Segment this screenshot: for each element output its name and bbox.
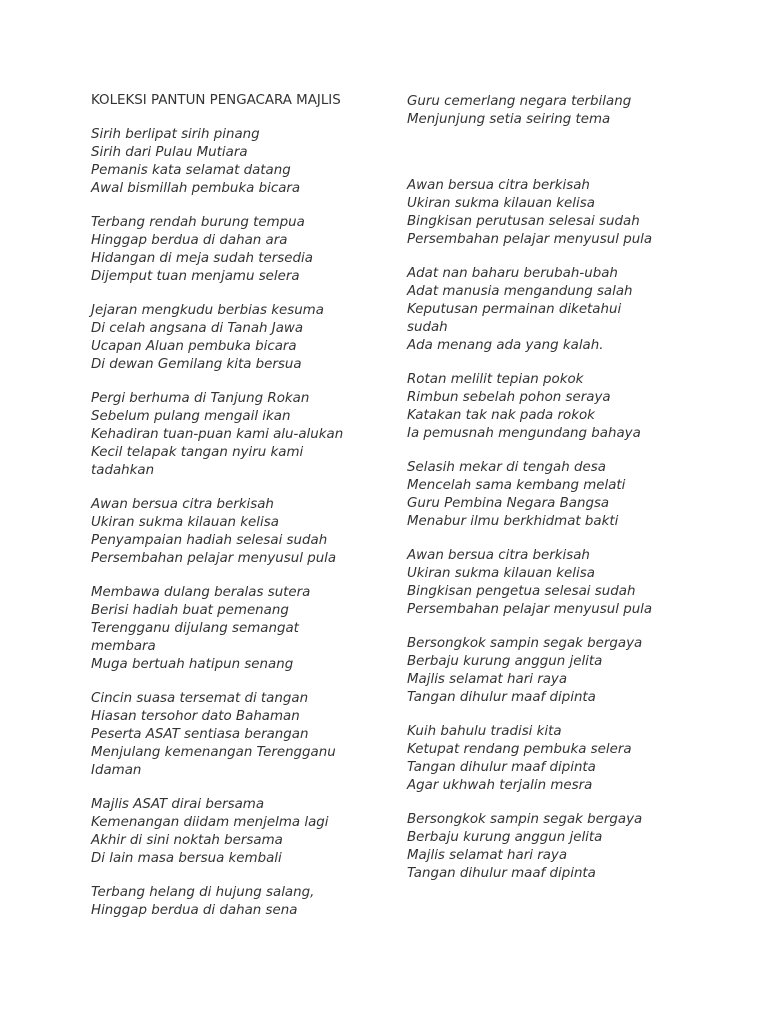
pantun-line: Penyampaian hadiah selesai sudah xyxy=(91,533,328,548)
pantun-line: Kuih bahulu tradisi kita xyxy=(407,724,562,739)
pantun-line: Bingkisan perutusan selesai sudah xyxy=(407,214,640,229)
pantun-line: Rotan melilit tepian pokok xyxy=(407,372,584,387)
pantun-line: Terbang helang di hujung salang, xyxy=(91,885,315,900)
pantun-line: Guru cemerlang negara terbilang xyxy=(407,94,632,109)
pantun-line: Ukiran sukma kilauan kelisa xyxy=(91,515,279,530)
pantun-line: Akhir di sini noktah bersama xyxy=(91,833,283,848)
pantun-line: Majlis ASAT dirai bersama xyxy=(91,797,265,812)
pantun-line: Guru Pembina Negara Bangsa xyxy=(407,496,610,511)
pantun-line: Menjulang kemenangan Terengganu xyxy=(91,745,336,760)
pantun-line: Dijemput tuan menjamu selera xyxy=(91,269,300,284)
pantun-line: Awan bersua citra berkisah xyxy=(407,548,590,563)
pantun-line: Menabur ilmu berkhidmat bakti xyxy=(407,514,619,529)
pantun-line: Pergi berhuma di Tanjung Rokan xyxy=(91,391,310,406)
pantun-line: Hiasan tersohor dato Bahaman xyxy=(91,709,300,724)
pantun-line: Berbaju kurung anggun jelita xyxy=(407,830,603,845)
pantun-line: Membawa dulang beralas sutera xyxy=(91,585,311,600)
pantun-stanza xyxy=(407,177,697,249)
pantun-line: Persembahan pelajar menyusul pula xyxy=(407,602,653,617)
pantun-line: Ketupat rendang pembuka selera xyxy=(407,742,632,757)
pantun-line: Tangan dihulur maaf dipinta xyxy=(407,690,596,705)
pantun-line: tadahkan xyxy=(91,463,155,478)
pantun-line: Di celah angsana di Tanah Jawa xyxy=(91,321,304,336)
pantun-stanza xyxy=(407,723,697,795)
pantun-line: Bersongkok sampin segak bergaya xyxy=(407,812,643,827)
pantun-line: Kecil telapak tangan nyiru kami xyxy=(91,445,304,460)
pantun-stanza xyxy=(91,496,381,568)
pantun-line: Berbaju kurung anggun jelita xyxy=(407,654,603,669)
pantun-line: Sirih dari Pulau Mutiara xyxy=(91,145,248,160)
pantun-stanza xyxy=(91,390,381,480)
pantun-line: Agar ukhwah terjalin mesra xyxy=(407,778,593,793)
pantun-stanza xyxy=(91,126,381,198)
pantun-line: Hidangan di meja sudah tersedia xyxy=(91,251,313,266)
pantun-line: Jejaran mengkudu berbias kesuma xyxy=(91,303,324,318)
pantun-line: Rimbun sebelah pohon seraya xyxy=(407,390,611,405)
pantun-stanza xyxy=(407,265,697,355)
pantun-line: Awan bersua citra berkisah xyxy=(407,178,590,193)
pantun-line: Ia pemusnah mengundang bahaya xyxy=(407,426,641,441)
pantun-line: Adat manusia mengandung salah xyxy=(407,284,633,299)
pantun-stanza xyxy=(407,93,697,129)
pantun-stanza xyxy=(407,459,697,531)
pantun-stanza xyxy=(407,811,697,883)
pantun-line: Keputusan permainan diketahui xyxy=(407,302,622,317)
document-title: KOLEKSI PANTUN PENGACARA MAJLIS xyxy=(91,93,341,108)
pantun-line: Ada menang ada yang kalah. xyxy=(407,338,604,353)
pantun-line: Awan bersua citra berkisah xyxy=(91,497,274,512)
pantun-line: Hinggap berdua di dahan ara xyxy=(91,233,288,248)
pantun-line: Menjunjung setia seiring tema xyxy=(407,112,611,127)
pantun-line: membara xyxy=(91,639,156,654)
pantun-stanza xyxy=(91,690,381,780)
pantun-line: Persembahan pelajar menyusul pula xyxy=(91,551,337,566)
pantun-line: Tangan dihulur maaf dipinta xyxy=(407,760,596,775)
pantun-line: Majlis selamat hari raya xyxy=(407,848,568,863)
pantun-line: Ukiran sukma kilauan kelisa xyxy=(407,196,595,211)
pantun-line: Adat nan baharu berubah-ubah xyxy=(407,266,618,281)
pantun-line: Majlis selamat hari raya xyxy=(407,672,568,687)
pantun-line: Awal bismillah pembuka bicara xyxy=(91,181,301,196)
pantun-line: Katakan tak nak pada rokok xyxy=(407,408,595,423)
pantun-line: Berisi hadiah buat pemenang xyxy=(91,603,289,618)
pantun-line: Peserta ASAT sentiasa berangan xyxy=(91,727,309,742)
pantun-line: Idaman xyxy=(91,763,142,778)
pantun-line: Kehadiran tuan-puan kami alu-alukan xyxy=(91,427,344,442)
pantun-line: Tangan dihulur maaf dipinta xyxy=(407,866,596,881)
pantun-stanza xyxy=(91,796,381,868)
pantun-stanza xyxy=(91,584,381,674)
pantun-line: Hinggap berdua di dahan sena xyxy=(91,903,298,918)
pantun-stanza xyxy=(407,635,697,707)
right-column xyxy=(407,93,697,899)
pantun-line: Bingkisan pengetua selesai sudah xyxy=(407,584,636,599)
pantun-line: Persembahan pelajar menyusul pula xyxy=(407,232,653,247)
left-column xyxy=(91,92,381,936)
pantun-line: Bersongkok sampin segak bergaya xyxy=(407,636,643,651)
pantun-line: Sirih berlipat sirih pinang xyxy=(91,127,260,142)
pantun-stanza xyxy=(91,302,381,374)
pantun-line: Ucapan Aluan pembuka bicara xyxy=(91,339,297,354)
pantun-stanza xyxy=(91,214,381,286)
pantun-stanza xyxy=(407,371,697,443)
pantun-line: Terengganu dijulang semangat xyxy=(91,621,299,636)
pantun-line: Selasih mekar di tengah desa xyxy=(407,460,606,475)
pantun-line: Cincin suasa tersemat di tangan xyxy=(91,691,309,706)
pantun-line: Di lain masa bersua kembali xyxy=(91,851,282,866)
pantun-line: Muga bertuah hatipun senang xyxy=(91,657,294,672)
pantun-line: Kemenangan diidam menjelma lagi xyxy=(91,815,329,830)
pantun-line: Pemanis kata selamat datang xyxy=(91,163,291,178)
pantun-line: Terbang rendah burung tempua xyxy=(91,215,305,230)
pantun-stanza xyxy=(407,547,697,619)
pantun-line: sudah xyxy=(407,320,448,335)
pantun-stanza xyxy=(91,884,381,920)
pantun-line: Sebelum pulang mengail ikan xyxy=(91,409,291,424)
pantun-line: Ukiran sukma kilauan kelisa xyxy=(407,566,595,581)
pantun-line: Di dewan Gemilang kita bersua xyxy=(91,357,302,372)
pantun-line: Mencelah sama kembang melati xyxy=(407,478,626,493)
